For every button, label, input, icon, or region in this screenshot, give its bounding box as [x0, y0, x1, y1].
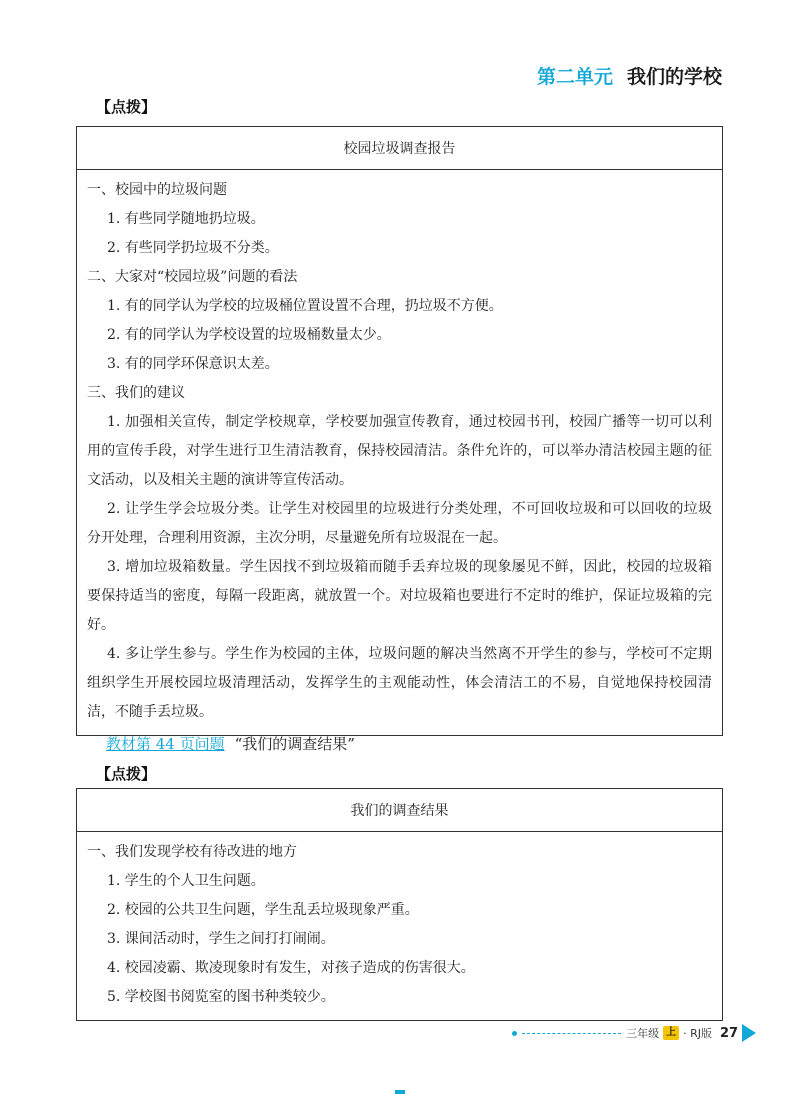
table-title: 校园垃圾调查报告 [77, 127, 722, 170]
textbook-reference [106, 733, 355, 754]
survey-report-table [76, 126, 723, 736]
section-label: 【点拨】 [96, 98, 157, 116]
list-item: 1. 学生的个人卫生问题。 [107, 873, 265, 889]
suggestion-paragraph: 1. 加强相关宣传，制定学校规章，学校要加强宣传教育，通过校园书刊，校园广播等一切可以利用的宣传手段，对学生进行卫生清洁教育，保持校园清洁。条件允许的，可以举办清洁校园主题的征文活动，以及相关主题的演讲等宣传活动。 [87, 414, 712, 488]
unit-header [537, 62, 722, 89]
list-item: 2. 有些同学扔垃圾不分类。 [107, 240, 279, 256]
heading: 三、我们的建议 [87, 385, 185, 401]
bottom-mark [395, 1090, 405, 1094]
table-title: 我们的调查结果 [77, 789, 722, 832]
list-item: 4. 校园凌霸、欺凌现象时有发生，对孩子造成的伤害很大。 [107, 960, 475, 976]
unit-number: 第二单元 [536, 66, 613, 88]
page-footer [512, 1020, 742, 1046]
list-item: 2. 校园的公共卫生问题，学生乱丢垃圾现象严重。 [107, 902, 419, 918]
grade-label: 三年级 [626, 1027, 660, 1040]
suggestion-paragraph: 4. 多让学生参与。学生作为校园的主体，垃圾问题的解决当然离不开学生的参与，学校可不定期组织学生开展校园垃圾清理活动，发挥学生的主观能动性，体会清洁工的不易，自觉地保持校园清洁，不随手丢垃圾。 [87, 646, 712, 720]
footer-dot [512, 1031, 517, 1036]
list-item: 1. 有的同学认为学校的垃圾桶位置设置不合理，扔垃圾不方便。 [107, 298, 503, 314]
page-number: 27 [716, 1022, 742, 1044]
list-item: 2. 有的同学认为学校设置的垃圾桶数量太少。 [107, 327, 391, 343]
list-item: 5. 学校图书阅览室的图书种类较少。 [107, 989, 335, 1005]
suggestion-paragraph: 3. 增加垃圾箱数量。学生因找不到垃圾箱而随手丢弃垃圾的现象屡见不鲜，因此，校园的垃圾箱要保持适当的密度，每隔一段距离，就放置一个。对垃圾箱也要进行不定时的维护，保证垃圾箱的完好。 [87, 559, 712, 633]
list-item: 3. 有的同学环保意识太差。 [107, 356, 279, 372]
list-item: 3. 课间活动时，学生之间打打闹闹。 [107, 931, 335, 947]
heading: 一、我们发现学校有待改进的地方 [87, 844, 297, 860]
footer-dashed-line [522, 1033, 621, 1034]
heading: 二、大家对“校园垃圾”问题的看法 [87, 269, 298, 285]
unit-title: 我们的学校 [626, 66, 722, 88]
grade-info [626, 1025, 712, 1041]
textbook-reference-link[interactable]: 教材第 44 页问题 [106, 735, 225, 753]
textbook-reference-quote: “我们的调查结果” [234, 735, 355, 753]
table-body [77, 832, 722, 1020]
heading: 一、校园中的垃圾问题 [87, 182, 227, 198]
list-item: 1. 有些同学随地扔垃圾。 [107, 211, 265, 227]
volume-badge: 上 [663, 1026, 679, 1040]
survey-results-table [76, 788, 723, 1021]
edition-label: · RJ版 [683, 1027, 712, 1040]
suggestion-paragraph: 2. 让学生学会垃圾分类。让学生对校园里的垃圾进行分类处理，不可回收垃圾和可以回收的垃圾分开处理，合理利用资源，主次分明，尽量避免所有垃圾混在一起。 [87, 501, 712, 546]
section-label: 【点拨】 [96, 765, 157, 783]
table-body [77, 170, 722, 735]
